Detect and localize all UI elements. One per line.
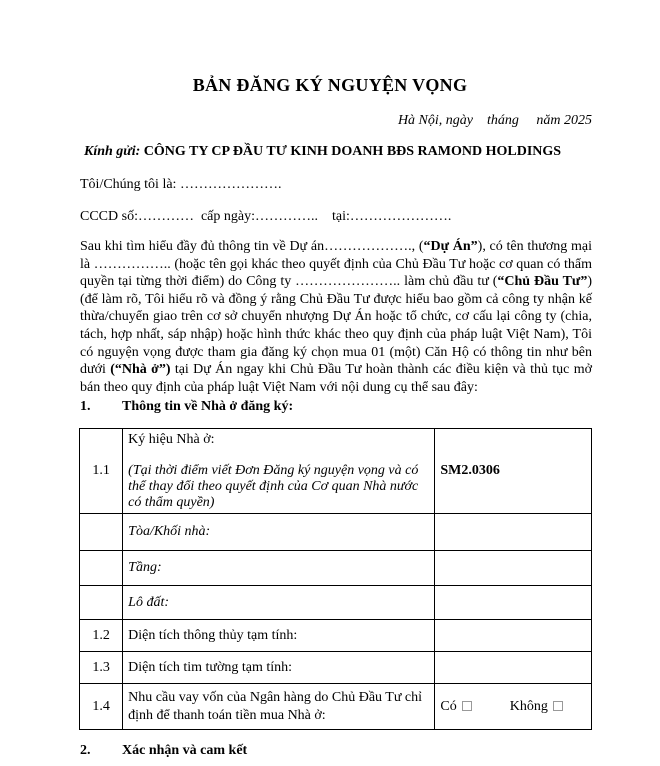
floor-label: Tầng:	[123, 551, 435, 586]
unit-code-value: SM2.0306	[435, 429, 592, 514]
table-row	[80, 684, 592, 730]
lot-label: Lô đất:	[123, 586, 435, 620]
date-line: Hà Nội, ngày tháng năm 2025	[397, 113, 592, 128]
name-field: Tôi/Chúng tôi là: ………………….	[80, 177, 282, 192]
intro-nha-o: (“Nhà ở”)	[110, 362, 171, 378]
unit-code-label: Ký hiệu Nhà ở:	[128, 432, 215, 447]
section-2-number: 2.	[80, 743, 91, 758]
intro-text-1: Sau khi tìm hiểu đầy đủ thông tin về Dự án………………., (	[80, 239, 424, 254]
loan-yes-option[interactable]	[440, 698, 471, 716]
section-2-heading	[80, 742, 247, 760]
lot-value	[435, 586, 592, 620]
row-number: 1.3	[80, 652, 123, 684]
document-title: BẢN ĐĂNG KÝ NGUYỆN VỌNG	[192, 75, 468, 95]
floor-value	[435, 551, 592, 586]
unit-code-label-cell	[123, 429, 435, 514]
table-row	[80, 586, 592, 620]
net-area-label: Diện tích thông thủy tạm tính:	[123, 620, 435, 652]
loan-no-checkbox[interactable]	[553, 701, 563, 711]
table-row	[80, 429, 592, 514]
table-row	[80, 620, 592, 652]
addressee	[84, 143, 561, 161]
addressee-company: CÔNG TY CP ĐẦU TƯ KINH DOANH BĐS RAMOND HOLDINGS	[143, 144, 562, 159]
loan-need-options	[435, 684, 592, 730]
intro-text-3: ) (để làm rõ, Tôi hiểu rõ và đồng ý rằng Chủ Đầu Tư được hiểu bao gồm cả công ty nhận kế thừa/chuyển giao trên cơ sở chuyển nhượng Dự Án hoặc tổ chức, cơ cấu lại công ty (chia, tách, hợp nhất, sáp nhập) hoặc hình thức khác theo quy định của pháp luật Việt Nam), Tôi có nguyện vọng được tham gia đăng ký chọn mua 01 (một) Căn Hộ có thông tin như bên dưới	[80, 274, 592, 378]
section-2-title: Xác nhận và cam kết	[122, 743, 248, 758]
net-area-value	[435, 620, 592, 652]
intro-text-2: ), có tên thương mại là …………….. (hoặc tên gọi khác theo quyết định của Chủ Đầu Tư hoặc cơ quan có thẩm quyền tại từng thời điểm) do Công ty ………………….. làm chủ đầu tư (	[80, 239, 592, 290]
intro-du-an: “Dự Án”	[423, 239, 478, 254]
gross-area-label: Diện tích tim tường tạm tính:	[123, 652, 435, 684]
tower-label: Tòa/Khối nhà:	[123, 514, 435, 551]
registration-table	[79, 428, 592, 730]
loan-yes-label: Có	[440, 698, 457, 714]
intro-text-4: tại Dự Án ngay khi Chủ Đầu Tư hoàn thành các điều kiện và thủ tục mở bán theo quy định của pháp luật Việt Nam với nội dung cụ thể sau đây:	[80, 362, 592, 395]
table-row	[80, 652, 592, 684]
section-1-number: 1.	[80, 399, 91, 414]
tower-value	[435, 514, 592, 551]
loan-no-option[interactable]	[510, 698, 563, 716]
row-number: 1.1	[80, 429, 123, 514]
loan-no-label: Không	[509, 698, 548, 714]
section-1-title: Thông tin về Nhà ở đăng ký:	[122, 399, 294, 414]
gross-area-value	[435, 652, 592, 684]
row-number	[80, 586, 123, 620]
row-number	[80, 514, 123, 551]
loan-yes-checkbox[interactable]	[462, 701, 472, 711]
unit-code-note: (Tại thời điểm viết Đơn Đăng ký nguyện vọng và có thể thay đổi theo quyết định của Cơ quan Nhà nước có thẩm quyền)	[128, 463, 419, 511]
intro-paragraph	[80, 238, 592, 396]
table-row	[80, 514, 592, 551]
row-number: 1.2	[80, 620, 123, 652]
id-field: CCCD số:………… cấp ngày:………….. tại:………………….	[80, 209, 452, 224]
table-row	[80, 551, 592, 586]
addressee-label: Kính gửi:	[84, 144, 141, 159]
row-number: 1.4	[80, 684, 123, 730]
intro-chu-dau-tu: “Chủ Đầu Tư”	[497, 274, 588, 290]
row-number	[80, 551, 123, 586]
loan-need-label: Nhu cầu vay vốn của Ngân hàng do Chủ Đầu Tư chỉ định để thanh toán tiền mua Nhà ở:	[123, 684, 435, 730]
section-1-heading	[80, 398, 293, 416]
